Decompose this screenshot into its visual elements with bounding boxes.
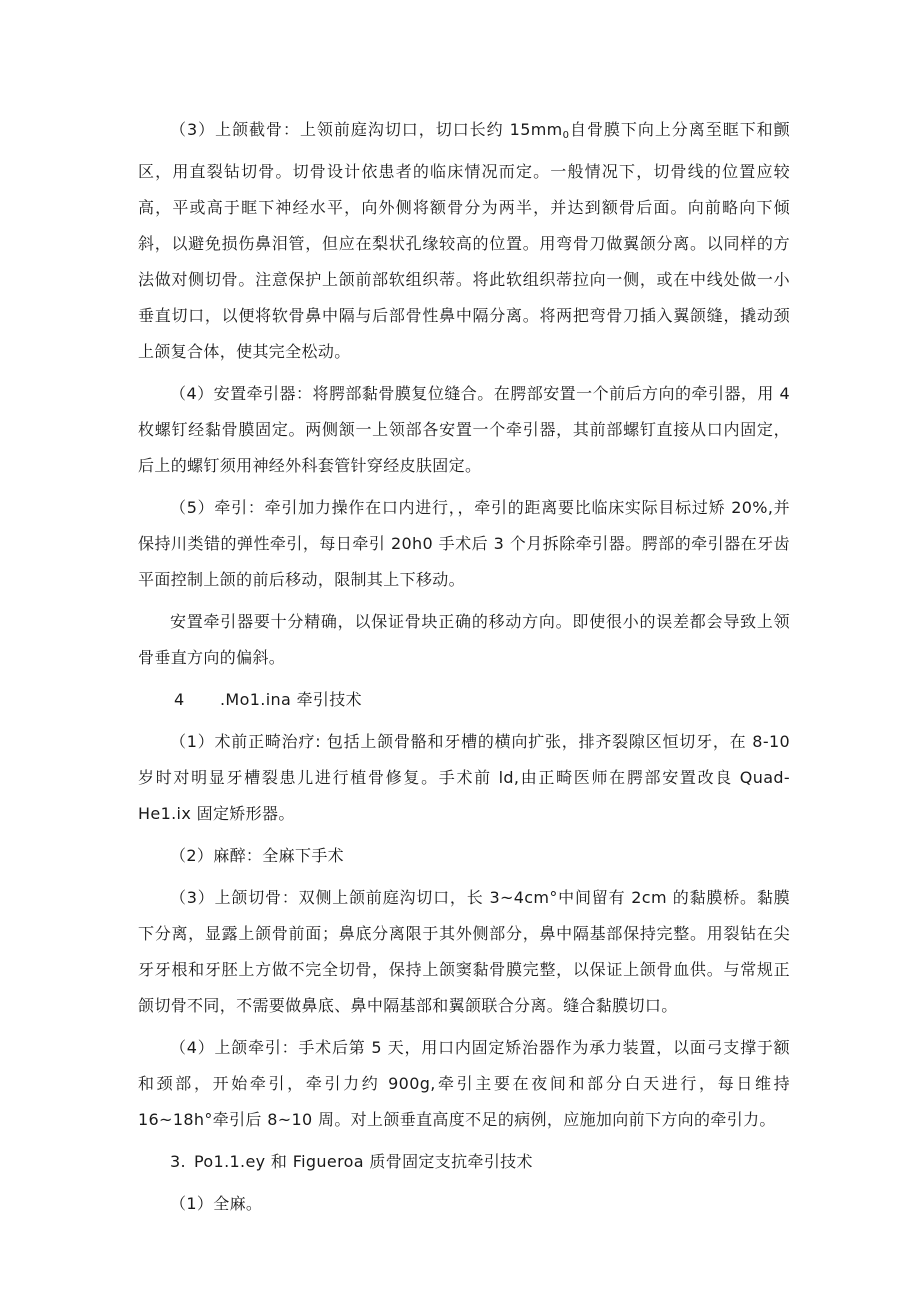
section-number: 4 <box>174 690 185 709</box>
section-title: Po1.1.ey 和 Figueroa 质骨固定支抗牵引技术 <box>193 1152 533 1171</box>
section-heading-polley-figueroa <box>138 1144 790 1180</box>
section-title: .Mo1.ina 牵引技术 <box>220 690 362 709</box>
paragraph-precision-note: 安置牵引器要十分精确，以保证骨块正确的移动方向。即使很小的误差都会导致上领骨垂直方向的偏斜。 <box>138 612 790 667</box>
paragraph-text: （3）上颌截骨：上领前庭沟切口，切口长约 15mm <box>170 120 563 139</box>
paragraph-general-anesthesia: （1）全麻。 <box>170 1194 263 1213</box>
subscript-mark: 0 <box>562 130 570 141</box>
paragraph-maxillary-osteotomy <box>138 112 790 370</box>
paragraph-text-continued: 自骨膜下向上分离至眶下和颤区，用直裂钻切骨。切骨设计依患者的临床情况而定。一般情况下，切骨线的位置应较高，平或高于眶下神经水平，向外侧将额骨分为两半，并达到额骨后面。向前略向下倾斜，以避免损伤鼻泪管，但应在梨状孔缘较高的位置。用弯骨刀做翼颌分离。以同样的方法做对侧切骨。注意保护上颌前部软组织蒂。将此软组织蒂拉向一侧，或在中线处做一小垂直切口，以便将软骨鼻中隔与后部骨性鼻中隔分离。将两把弯骨刀插入翼颌缝，撬动颈上颌复合体，使其完全松动。 <box>138 120 790 361</box>
paragraph-install-distractor: （4）安置牵引器：将腭部黏骨膜复位缝合。在腭部安置一个前后方向的牵引器，用 4 枚螺钉经黏骨膜固定。两侧颔一上领部各安置一个牵引器，其前部螺钉直接从口内固定，后上的螺钉须用神经外科套管针穿经皮肤固定。 <box>138 384 790 475</box>
paragraph-maxillary-traction: （4）上颌牵引：手术后第 5 天，用口内固定矫治器作为承力装置，以面弓支撑于额和颈部，开始牵引，牵引力约 900g,牵引主要在夜间和部分白天进行，每日维持 16~18h°牵引后 8~10 周。对上颌垂直高度不足的病例，应施加向前下方向的牵引力。 <box>138 1038 790 1129</box>
section-heading-molina <box>138 682 790 718</box>
paragraph-maxillary-cut: （3）上颌切骨：双侧上颌前庭沟切口，长 3~4cm°中间留有 2cm 的黏膜桥。黏膜下分离，显露上颌骨前面；鼻底分离限于其外侧部分，鼻中隔基部保持完整。用裂钻在尖牙牙根和牙胚上方做不完全切骨，保持上颌窦黏骨膜完整，以保证上颌骨血供。与常规正颌切骨不同，不需要做鼻底、鼻中隔基部和翼颌联合分离。缝合黏膜切口。 <box>138 888 790 1015</box>
paragraph-preop-orthodontics: （1）术前正畸治疗: 包括上颌骨骼和牙槽的横向扩张，排齐裂隙区恒切牙，在 8-10 岁时对明显牙槽裂患儿进行植骨修复。手术前 ld,由正畸医师在腭部安置改良 Quad-He1.ix 固定矫形器。 <box>138 732 790 823</box>
paragraph-traction: （5）牵引：牵引加力操作在口内进行，，牵引的距离要比临床实际目标过矫 20%,并保持川类错的弹性牵引，每日牵引 20h0 手术后 3 个月拆除牵引器。腭部的牵引器在牙齿平面控制上颌的前后移动，限制其上下移动。 <box>138 498 790 589</box>
document-page <box>138 112 790 1228</box>
section-number: 3. <box>170 1152 186 1171</box>
paragraph-anesthesia: （2）麻醉：全麻下手术 <box>170 846 345 865</box>
